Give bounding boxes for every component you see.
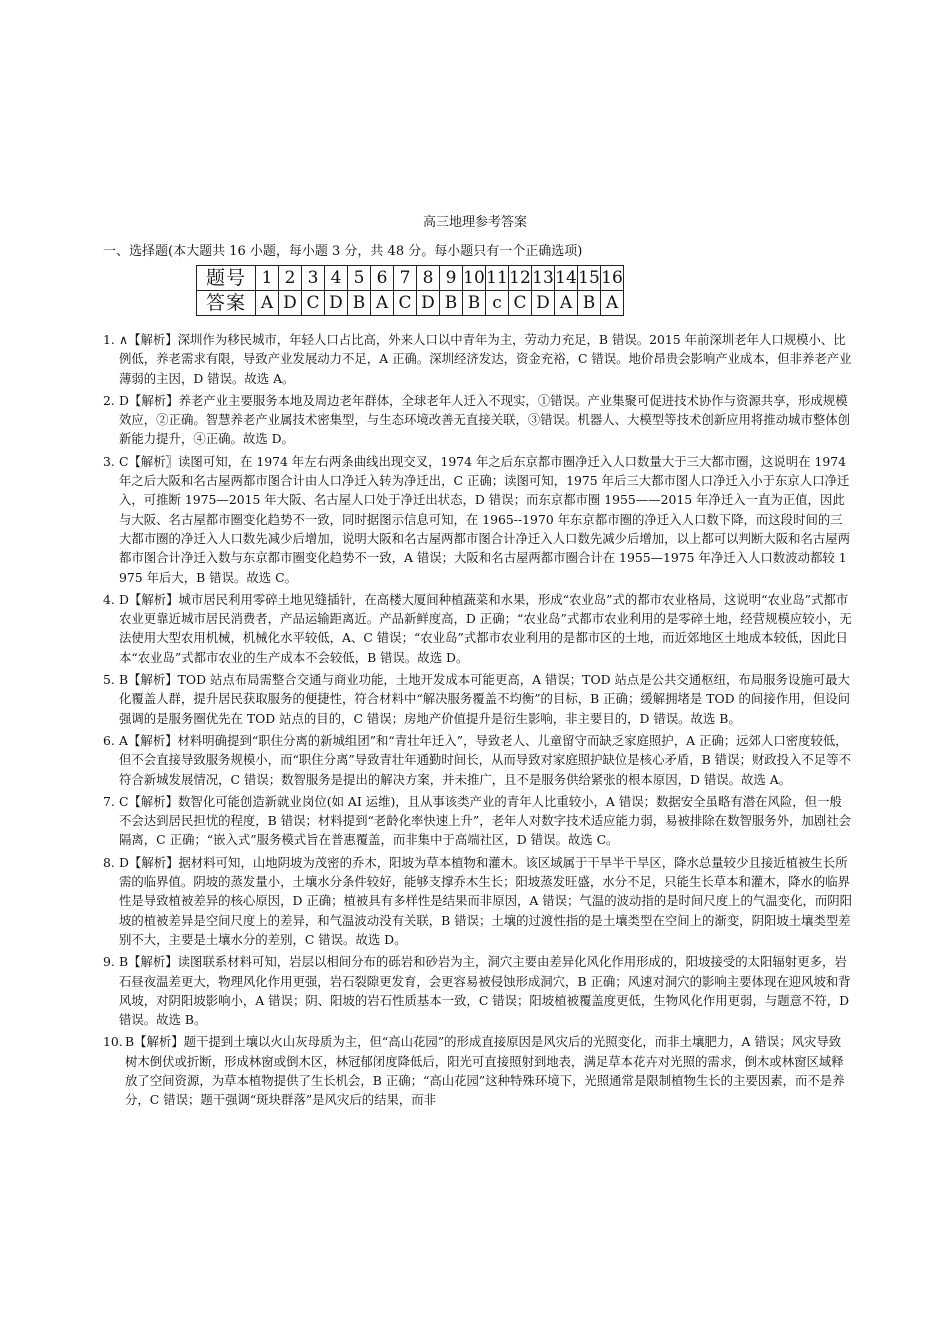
explanation-item bbox=[103, 952, 853, 1029]
question-number-label: 题号 bbox=[197, 266, 256, 291]
explanation-text: A【解析】材料明确提到“职住分离的新城组团”和“青壮年迁入”，导致老人、儿童留守而缺乏家庭照护，A 正确；远郊人口密度较低，但不会直接导致服务规模小，而“职住分离”导致青壮年通勤时间长，从而导致对家庭照护缺位是核心矛盾，B 错误；财政投入不足等不符合新城发展情况，C 错误；数智服务是提出的解决方案，并未推广，且不是服务供给紧张的根本原因，D 错误。故选 A。 bbox=[119, 732, 851, 787]
question-number-cell: 7 bbox=[394, 266, 417, 291]
explanation-text: D【解析】据材料可知，山地阴坡为茂密的乔木，阳坡为草本植物和灌木。该区域属于干旱半干旱区，降水总量较少且接近植被生长所需的临界值。阴坡的蒸发量小，土壤水分条件较好，能够支撑乔木生长；阳坡蒸发旺盛，水分不足，只能生长草本和灌木，降水的临界性是导致植被差异的核心原因，D 正确；植被具有多样性是结果而非原因，A 错误；气温的波动指的是时间尺度上的气温变化，而阴阳坡的植被差异是空间尺度上的差异，和气温波动没有关联，B 错误；土壤的过渡性指的是土壤类型在空间上的渐变，阴阳坡土壤类型差别不大，主要是土壤水分的差别，C 错误。故选 D。 bbox=[119, 854, 853, 947]
explanation-item bbox=[103, 731, 853, 789]
question-number-cell: 13 bbox=[532, 266, 555, 291]
answer-table bbox=[196, 265, 624, 316]
explanation-item bbox=[103, 792, 853, 850]
question-number-cell: 11 bbox=[486, 266, 509, 291]
explanation-item bbox=[103, 853, 853, 949]
question-number-cell: 10 bbox=[463, 266, 486, 291]
section-heading: 一、选择题(本大题共 16 小题，每小题 3 分，共 48 分。每小题只有一个正确选项) bbox=[103, 244, 583, 259]
question-number-cell: 4 bbox=[325, 266, 348, 291]
question-number-cell: 1 bbox=[256, 266, 279, 291]
explanation-text: D【解析】养老产业主要服务本地及周边老年群体，全球老年人迁入不现实，①错误。产业集聚可促进技术协作与资源共享，形成规模效应，②正确。智慧养老产业属技术密集型，与生态环境改善无直接关联，③错误。机器人、大模型等技术创新应用将推动城市整体创新能力提升，④正确。故选 D。 bbox=[119, 392, 851, 447]
answer-row bbox=[197, 291, 624, 316]
answer-cell: C bbox=[509, 291, 532, 316]
question-number: 5. bbox=[103, 672, 115, 688]
answer-cell: A bbox=[555, 291, 578, 316]
explanation-item bbox=[103, 452, 853, 587]
question-number: 7. bbox=[103, 793, 115, 809]
answer-cell: A bbox=[601, 291, 624, 316]
answer-cell: D bbox=[279, 291, 302, 316]
question-number: 2. bbox=[103, 392, 115, 408]
question-number: 3. bbox=[103, 453, 115, 469]
explanation-text: ∧【解析】深圳作为移民城市，年轻人口占比高，外来人口以中青年为主，劳动力充足，B 错误。2015 年前深圳老年人口规模小、比例低，养老需求有限，导致产业发展动力不足，A 正确。深圳经济发达，资金充裕，C 错误。地价昂贵会影响产业成本，但非养老产业薄弱的主因，D 错误。故选 A。 bbox=[119, 332, 852, 386]
explanation-item bbox=[103, 391, 853, 449]
question-number-cell: 12 bbox=[509, 266, 532, 291]
answer-cell: C bbox=[302, 291, 325, 316]
question-number-cell: 2 bbox=[279, 266, 302, 291]
question-number: 10. bbox=[103, 1034, 123, 1050]
question-number-cell: 16 bbox=[601, 266, 624, 291]
answer-cell: D bbox=[417, 291, 440, 316]
question-number-cell: 6 bbox=[371, 266, 394, 291]
explanation-text: B【解析】TOD 站点布局需整合交通与商业功能，土地开发成本可能更高，A 错误；TOD 站点是公共交通枢纽，布局服务设施可最大化覆盖人群，提升居民获取服务的便捷性，符合材料中“解决服务覆盖不均衡”的目标，B 正确；缓解拥堵是 TOD 的间接作用，但设问强调的是服务圈优先在 TOD 站点的目的，C 错误；房地产价值提升是衍生影响，非主要目的，D 错误。故选 B。 bbox=[119, 672, 851, 726]
explanation-text: C【解析】数智化可能创造新就业岗位(如 AI 运维)，且从事该类产业的青年人比重较小，A 错误；数据安全虽略有潜在风险，但一般不会达到居民担忧的程度，B 错误；材料提到“老龄化率快速上升”，老年人对数字技术适应能力弱，易被排除在数智服务外，加剧社会隔离，C 正确；“嵌入式”服务模式旨在普惠覆盖，而非集中于高端社区，D 错误。故选 C。 bbox=[119, 793, 851, 848]
explanation-text: B【解析】题干提到土壤以火山灰母质为主，但“高山花园”的形成直接原因是风灾后的光照变化，而非土壤肥力，A 错误；风灾导致树木倒伏或折断，形成林窗或倒木区，林冠郁闭度降低后，阳光可直接照射到地表，满足草本花卉对光照的需求，倒木或林窗区域释放了空间资源，为草本植物提供了生长机会，B 正确；“高山花园”这种特殊环境下，光照通常是限制植物生长的主要因素，而不是养分，C 错误；题干强调“斑块群落”是风灾后的结果，而非 bbox=[125, 1034, 845, 1108]
explanation-list bbox=[103, 330, 853, 1113]
page-title: 高三地理参考答案 bbox=[422, 215, 527, 230]
answer-cell: B bbox=[463, 291, 486, 316]
answer-cell: A bbox=[256, 291, 279, 316]
explanation-text: D【解析】城市居民利用零碎土地见缝插针，在高楼大厦间种植蔬菜和水果，形成“农业岛”式的都市农业格局，这说明“农业岛”式都市农业更靠近城市居民消费者，产品运输距离近。产品新鲜度高，D 正确；“农业岛”式都市农业利用的是零碎土地，经营规模应较小，无法使用大型农用机械，机械化水平较低，A、C 错误；“农业岛”式都市农业利用的是都市区的土地，而近郊地区土地成本较低，因此日本“农业岛”式都市农业的生产成本不会较低，B 错误。故选 D。 bbox=[119, 591, 852, 665]
explanation-item bbox=[103, 670, 853, 728]
question-number-cell: 5 bbox=[348, 266, 371, 291]
question-number-row bbox=[197, 266, 624, 291]
answer-cell: D bbox=[532, 291, 555, 316]
answer-cell: C bbox=[394, 291, 417, 316]
question-number-cell: 15 bbox=[578, 266, 601, 291]
question-number: 4. bbox=[103, 591, 115, 607]
question-number: 6. bbox=[103, 732, 115, 748]
answer-label: 答案 bbox=[197, 291, 256, 316]
question-number: 1. bbox=[103, 332, 115, 347]
answer-cell: B bbox=[578, 291, 601, 316]
answer-cell: B bbox=[440, 291, 463, 316]
explanation-item bbox=[103, 1032, 853, 1109]
answer-cell: B bbox=[348, 291, 371, 316]
explanation-item bbox=[103, 330, 853, 388]
question-number: 9. bbox=[103, 954, 115, 970]
question-number-cell: 9 bbox=[440, 266, 463, 291]
answer-cell: D bbox=[325, 291, 348, 316]
question-number: 8. bbox=[103, 854, 115, 870]
question-number-cell: 14 bbox=[555, 266, 578, 291]
explanation-text: C【解析〗读图可知，在 1974 年左右两条曲线出现交叉，1974 年之后东京都市圈净迁入人口数量大于三大都市圈，这说明在 1974 年之后大阪和名古屋两都市图合计由人口净迁入转为净迁出，C 正确；读图可知，1975 年后三大都市图人口净迁入小于东京人口净迁入，可推断 1975—2015 年大阪、名古屋人口处于净迁出状态，D 错误；而东京都市圈 1955——2015 年净迁入一直为正值，因此与大阪、名古屋都市圈变化趋势不一致，同时据图示信息可知，在 1965--1970 年东京都市圈的净迁入人口数下降，而这段时间的三大都市圈的净迁入人口数先减少后增加，说明大阪和名古屋两都市图合计净迁入人口数先减少后增加，以上都可以判断大阪和名古屋两都市图合计净迁入数与东京都市圈变化趋势不一致，A 错误；大阪和名古屋两都市圈合计在 1955—1975 年净迁入人口数波动都较 1975 年后大，B 错误。故选 C。 bbox=[119, 453, 851, 585]
question-number-cell: 3 bbox=[302, 266, 325, 291]
question-number-cell: 8 bbox=[417, 266, 440, 291]
answer-cell: A bbox=[371, 291, 394, 316]
explanation-item bbox=[103, 590, 853, 667]
answer-cell: c bbox=[486, 291, 509, 316]
explanation-text: B【解析】读图联系材料可知，岩层以相间分布的砾岩和砂岩为主，洞穴主要由差异化风化作用形成的，阳坡接受的太阳辐射更多，岩石昼夜温差更大，物理风化作用更强，岩石裂隙更发育，会更容易被侵蚀形成洞穴，B 正确；风速对洞穴的影响主要体现在迎风坡和背风坡，对阴阳坡影响小，A 错误；阴、阳坡的岩石性质基本一致，C 错误；阳坡植被覆盖度更低，生物风化作用更弱，与题意不符，D 错误。故选 B。 bbox=[119, 954, 851, 1028]
